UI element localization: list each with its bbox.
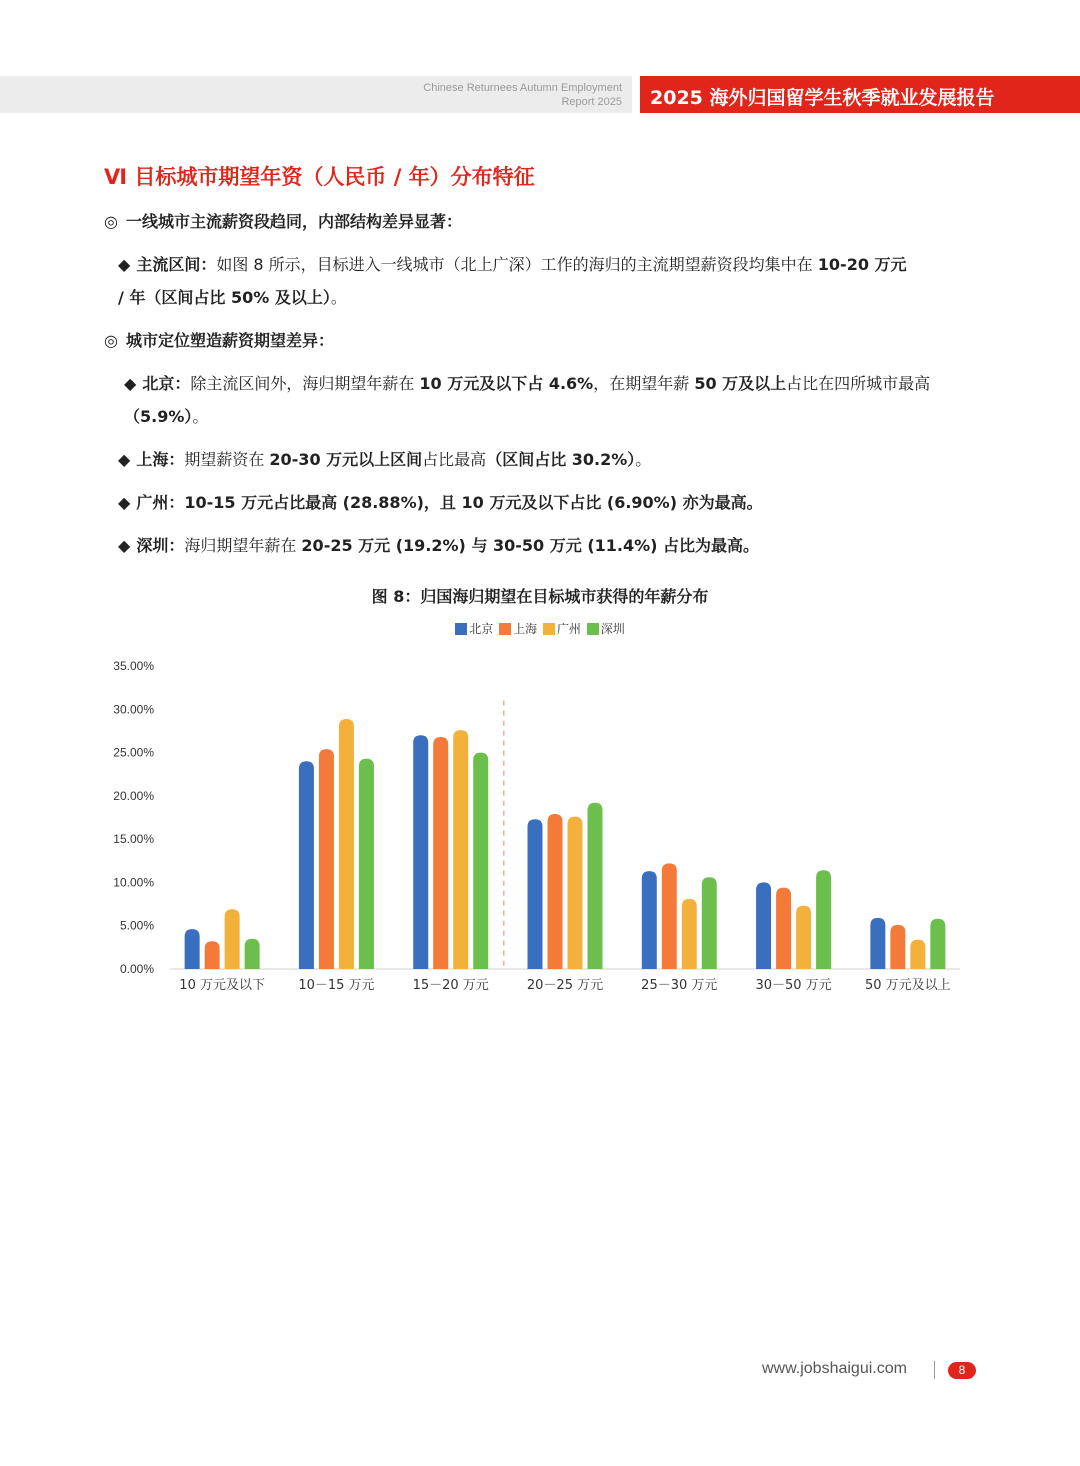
shanghai-label: 上海： — [136, 450, 185, 469]
bar-4-6 — [816, 870, 831, 969]
header-english-line1: Chinese Returnees Autumn Employment — [423, 82, 622, 94]
beijing-bold-1: 10 万元及以下占 4.6% — [419, 374, 594, 393]
point-1a-text: 如图 8 所示，目标进入一线城市（北上广深）工作的海归的主流期望薪资段均集中在 — [216, 255, 818, 274]
bar-2-4 — [548, 814, 563, 969]
diamond-bullet-icon: ◆ — [118, 493, 131, 512]
header-english-title — [423, 81, 622, 109]
bar-chart — [0, 650, 1080, 1010]
point-1 — [104, 205, 984, 238]
chart-title: 图 8：归国海归期望在目标城市获得的年薪分布 — [371, 587, 709, 606]
point-1a-label: 主流区间： — [136, 255, 217, 274]
bar-2-2 — [319, 749, 334, 969]
bar-4-7 — [930, 919, 945, 969]
bar-3-3 — [453, 730, 468, 969]
y-tick-label: 30.00% — [113, 702, 154, 717]
legend-item-beijing — [455, 620, 493, 637]
shenzhen-label: 深圳： — [136, 536, 185, 555]
bar-4-5 — [702, 877, 717, 969]
footer-url[interactable]: www.jobshaigui.com — [762, 1360, 907, 1377]
bar-1-6 — [756, 882, 771, 969]
guangzhou-text: 10-15 万元占比最高 (28.88%)，且 10 万元及以下占比 (6.90%) 亦为最高。 — [184, 493, 763, 512]
beijing-point — [104, 367, 984, 433]
legend-label-guangzhou: 广州 — [556, 622, 581, 636]
beijing-bold-3: （5.9%） — [124, 407, 193, 426]
bar-2-7 — [890, 925, 905, 969]
bar-4-4 — [588, 803, 603, 969]
legend-item-guangzhou — [543, 620, 581, 637]
x-tick-label: 50 万元及以上 — [865, 978, 951, 993]
legend-swatch-shenzhen — [587, 623, 599, 635]
beijing-text-2: ，在期望年薪 — [593, 374, 695, 393]
shanghai-end: 。 — [635, 450, 652, 469]
bar-1-1 — [185, 929, 200, 969]
y-tick-label: 0.00% — [119, 962, 154, 976]
bar-4-3 — [473, 753, 488, 969]
point-2 — [104, 324, 984, 357]
bar-3-5 — [682, 899, 697, 969]
header-chinese-banner — [640, 76, 1080, 113]
diamond-bullet-icon: ◆ — [118, 255, 131, 274]
bar-3-7 — [910, 940, 925, 969]
bar-2-1 — [205, 941, 220, 969]
bar-1-2 — [299, 761, 314, 969]
y-tick-label: 25.00% — [113, 745, 154, 760]
y-tick-label: 35.00% — [113, 659, 154, 673]
bar-3-4 — [568, 817, 583, 969]
y-tick-label: 15.00% — [113, 832, 154, 847]
bar-2-3 — [433, 737, 448, 969]
shanghai-bold-1: 20-30 万元以上区间 — [269, 450, 423, 469]
guangzhou-label: 广州： — [136, 493, 185, 512]
section-title: Ⅵ 目标城市期望年资（人民币 / 年）分布特征 — [104, 165, 535, 189]
bar-1-7 — [870, 918, 885, 969]
point-1a-end: 。 — [330, 288, 347, 307]
shanghai-point — [104, 443, 984, 476]
header-chinese-title: 2025 海外归国留学生秋季就业发展报告 — [650, 87, 995, 109]
diamond-bullet-icon: ◆ — [124, 374, 137, 393]
legend-label-shenzhen: 深圳 — [600, 622, 625, 636]
bar-4-1 — [245, 939, 260, 969]
point-1a-bold-share: / 年（区间占比 50% 及以上） — [118, 288, 331, 307]
point-1a-bold-range: 10-20 万元 — [817, 255, 907, 274]
y-tick-label: 10.00% — [113, 875, 154, 890]
point-1-text: 一线城市主流薪资段趋同，内部结构差异显著： — [125, 212, 462, 231]
shenzhen-point — [104, 529, 984, 562]
circle-marker-icon: ◎ — [104, 331, 118, 350]
y-tick-label: 20.00% — [113, 788, 154, 803]
shanghai-text-1: 期望薪资在 — [184, 450, 270, 469]
x-tick-label: 10 万元及以下 — [179, 978, 265, 993]
legend-label-shanghai: 上海 — [513, 622, 538, 636]
x-tick-label: 15－20 万元 — [412, 978, 489, 993]
legend-swatch-guangzhou — [543, 623, 555, 635]
circle-marker-icon: ◎ — [104, 212, 118, 231]
bar-2-5 — [662, 863, 677, 969]
x-tick-label: 20－25 万元 — [526, 978, 604, 993]
bar-3-2 — [339, 719, 354, 969]
bar-1-5 — [642, 871, 657, 969]
bar-1-4 — [528, 819, 543, 969]
page-number-badge: 8 — [948, 1362, 976, 1379]
bar-4-2 — [359, 759, 374, 969]
guangzhou-point — [104, 486, 984, 519]
shenzhen-bold-1: 20-25 万元 (19.2%) 与 30-50 万元 (11.4%) 占比为最高。 — [301, 536, 760, 555]
beijing-label: 北京： — [142, 374, 191, 393]
beijing-text-1: 除主流区间外，海归期望年薪在 — [190, 374, 420, 393]
x-tick-label: 25－30 万元 — [641, 978, 718, 993]
bar-3-6 — [796, 906, 811, 969]
shanghai-bold-2: （区间占比 30.2%） — [486, 450, 636, 469]
shenzhen-text-1: 海归期望年薪在 — [184, 536, 302, 555]
diamond-bullet-icon: ◆ — [118, 450, 131, 469]
beijing-end: 。 — [192, 407, 209, 426]
legend-label-beijing: 北京 — [469, 622, 494, 636]
legend-swatch-beijing — [455, 623, 467, 635]
beijing-bold-2: 50 万及以上 — [694, 374, 787, 393]
header-english-banner — [0, 76, 632, 113]
diamond-bullet-icon: ◆ — [118, 536, 131, 555]
footer-divider — [934, 1361, 935, 1379]
point-2-text: 城市定位塑造薪资期望差异： — [125, 331, 334, 350]
x-tick-label: 30－50 万元 — [755, 978, 832, 993]
bar-1-3 — [413, 735, 428, 969]
x-tick-label: 10－15 万元 — [298, 978, 375, 993]
header-english-line2: Report 2025 — [561, 96, 622, 108]
bar-2-6 — [776, 888, 791, 969]
legend-item-shenzhen — [587, 620, 625, 637]
legend-item-shanghai — [499, 620, 537, 637]
chart-legend — [0, 620, 1080, 637]
shanghai-text-2: 占比最高 — [422, 450, 487, 469]
bar-3-1 — [225, 909, 240, 969]
y-tick-label: 5.00% — [119, 918, 154, 933]
beijing-text-3: 占比在四所城市最高 — [786, 374, 931, 393]
legend-swatch-shanghai — [499, 623, 511, 635]
point-1a — [104, 248, 984, 314]
